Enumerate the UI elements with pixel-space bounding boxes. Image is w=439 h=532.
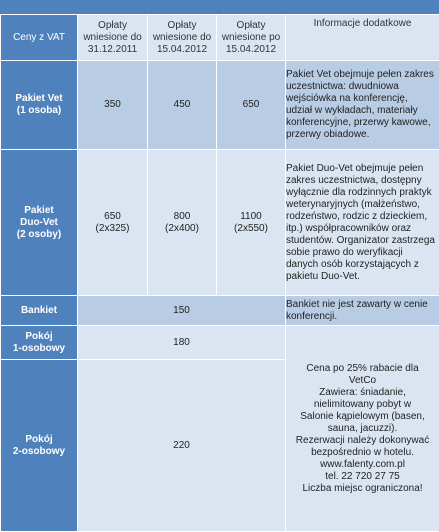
header-corner: Ceny z VAT	[1, 15, 78, 61]
price-pokoj-1: 180	[78, 326, 286, 360]
header-col-15-04-2012-after: Opłaty wniesione po 15.04.2012	[217, 15, 286, 61]
price-vet-1: 350	[78, 61, 148, 150]
price-vet-3: 650	[217, 61, 286, 150]
label-bankiet: Bankiet	[1, 296, 78, 326]
label-pakiet-vet: Pakiet Vet (1 osoba)	[1, 61, 78, 150]
row-pakiet-duo-vet	[1, 150, 439, 296]
price-bankiet: 150	[78, 296, 286, 326]
info-hotel: Cena po 25% rabacie dla VetCo Zawiera: śniadanie, nielimitowany pobyt w Salonie kąpielowym (basen, sauna, jacuzzi). Rezerwacji należy dokonywać bezpośrednio w hotelu. www.falenty.com.pl tel. 22 720 27 75 Liczba miejsc ograniczona!	[286, 326, 439, 532]
label-pakiet-duo-vet: Pakiet Duo-Vet (2 osoby)	[1, 150, 78, 296]
header-col-31-12-2011: Opłaty wniesione do 31.12.2011	[78, 15, 148, 61]
header-row	[1, 15, 439, 61]
price-vet-2: 450	[148, 61, 217, 150]
price-duo-3: 1100 (2x550)	[217, 150, 286, 296]
price-duo-1: 650 (2x325)	[78, 150, 148, 296]
pricing-table	[0, 14, 439, 532]
price-duo-2: 800 (2x400)	[148, 150, 217, 296]
header-col-15-04-2012-before: Opłaty wniesione do 15.04.2012	[148, 15, 217, 61]
info-pakiet-duo-vet: Pakiet Duo-Vet obejmuje pełen zakres uczestnictwa, dostępny wyłącznie dla rodzinnych praktyk weterynaryjnych (małżeństwo, rodzeństwo, rodzic z dzieckiem, itp.) współpracowników oraz studentów. Organizator zastrzega sobie prawo do weryfikacji danych osób korzystających z pakietu Duo-Vet.	[286, 150, 439, 296]
price-pokoj-2: 220	[78, 360, 286, 532]
row-pokoj-1-osobowy	[1, 326, 439, 360]
top-header-bar	[0, 0, 439, 15]
info-pakiet-vet: Pakiet Vet obejmuje pełen zakres uczestnictwa: dwudniowa wejściówka na konferencję, udział w wykładach, materiały konferencyjne, przerwy kawowe, przerwy obiadowe.	[286, 61, 439, 150]
header-info: Informacje dodatkowe	[286, 15, 439, 61]
label-pokoj-1: Pokój 1-osobowy	[1, 326, 78, 360]
row-pakiet-vet	[1, 61, 439, 150]
info-bankiet: Bankiet nie jest zawarty w cenie konferencji.	[286, 296, 439, 326]
row-bankiet	[1, 296, 439, 326]
label-pokoj-2: Pokój 2-osobowy	[1, 360, 78, 532]
